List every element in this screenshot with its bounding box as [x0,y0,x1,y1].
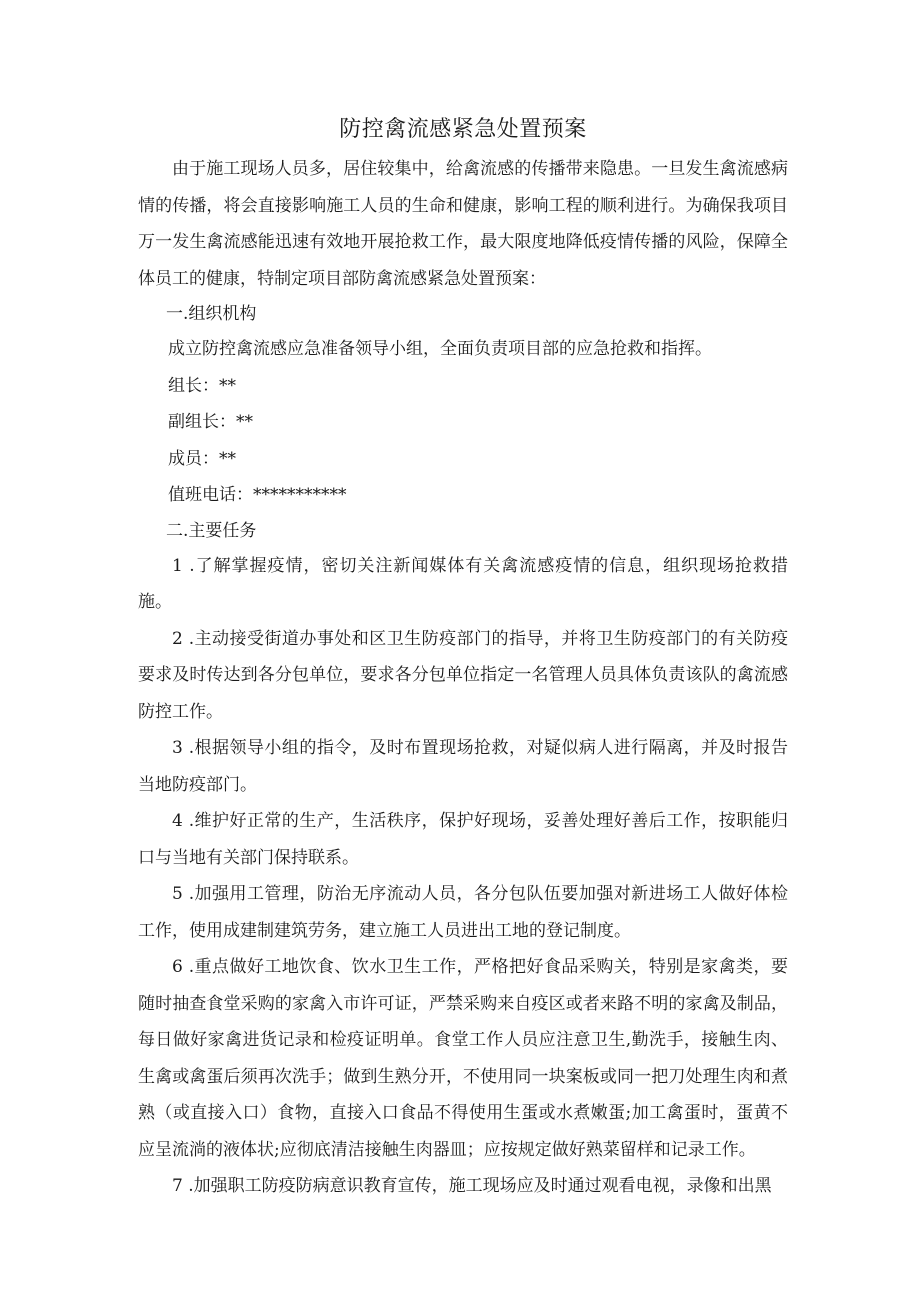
page-title: 防控禽流感紧急处置预案 [339,117,587,142]
task-item: 3 .根据领导小组的指令，及时布置现场抢救，对疑似病人进行隔离，并及时报告当地防疫部门。 [138,738,788,795]
task-item: 4 .维护好正常的生产，生活秩序，保护好现场，妥善处理好善后工作，按职能归口与当地有关部门保持联系。 [138,811,788,868]
leader-line: 组长：** [168,375,236,396]
task-item: 1 .了解掌握疫情，密切关注新闻媒体有关禽流感疫情的信息，组织现场抢救措施。 [138,555,788,612]
organization-description: 成立防控禽流感应急准备领导小组，全面负责项目部的应急抢救和指挥。 [168,339,712,359]
task-item: 5 .加强用工管理，防治无序流动人员，各分包队伍要加强对新进场工人做好体检工作，使用成建制建筑劳务，建立施工人员进出工地的登记制度。 [138,884,788,941]
task-item: 6 .重点做好工地饮食、饮水卫生工作，严格把好食品采购关，特别是家禽类，要随时抽查食堂采购的家禽入市许可证，严禁采购来自疫区或者来路不明的家禽及制品，每日做好家禽进货记录和检疫证明单。食堂工作人员应注意卫生,勤洗手，接触生肉、生禽或禽蛋后须再次洗手；做到生熟分开，不使用同一块案板或同一把刀处理生肉和煮熟（或直接入口）食物，直接入口食品不得使用生蛋或水煮嫩蛋;加工禽蛋时，蛋黄不应呈流淌的液体状;应彻底清洁接触生肉器皿；应按规定做好熟菜留样和记录工作。 [138,957,788,1160]
section-heading-organization: 一.组织机构 [166,304,257,324]
task-item: 2 .主动接受街道办事处和区卫生防疫部门的指导，并将卫生防疫部门的有关防疫要求及时传达到各分包单位，要求各分包单位指定一名管理人员具体负责该队的禽流感防控工作。 [138,628,788,722]
duty-phone-line: 值班电话：*********** [168,485,347,505]
section-heading-tasks: 二.主要任务 [166,520,257,541]
intro-paragraph: 由于施工现场人员多，居住较集中，给禽流感的传播带来隐患。一旦发生禽流感病情的传播，将会直接影响施工人员的生命和健康，影响工程的顺利进行。为确保我项目万一发生禽流感能迅速有效地开展抢救工作，最大限度地降低疫情传播的风险，保障全体员工的健康，特制定项目部防禽流感紧急处置预案： [138,159,788,289]
deputy-leader-line: 副组长：** [168,412,253,432]
task-item: 7 .加强职工防疫防病意识教育宣传，施工现场应及时通过观看电视，录像和出黑 [172,1176,772,1196]
members-line: 成员：** [168,448,236,469]
document-content [138,113,788,1205]
